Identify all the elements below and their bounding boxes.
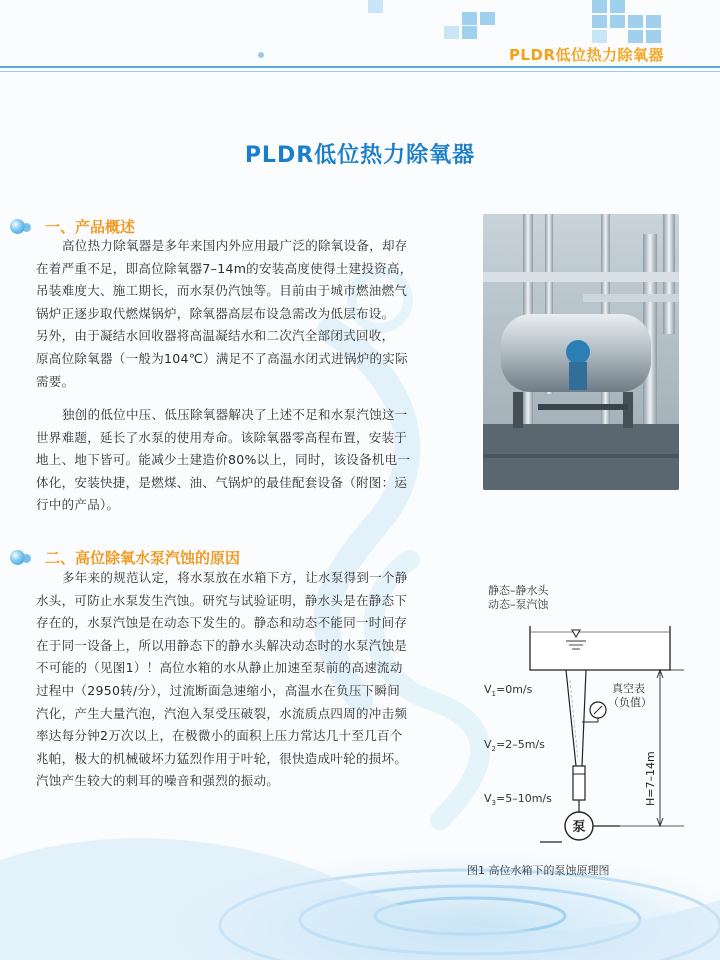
velocity-v1: $V_1=0m/s$ — [484, 683, 533, 698]
pump-symbol — [540, 800, 620, 842]
section-heading-overview — [10, 215, 135, 237]
height-label: H=7–14m — [644, 751, 657, 806]
figure-caption: 图1 高位水箱下的泵蚀原理图 — [467, 864, 610, 877]
gauge-sublabel: （负值） — [608, 696, 652, 709]
header-rule — [0, 66, 720, 68]
overview-paragraph-1: 高位热力除氧器是多年来国内外应用最广泛的除氧设备，却存 在着严重不足，即高位除氧器7–14m的安装高度使得土建投资高， 吊装难度大、施工期长，而水泵仍汽蚀等。目前由于城市燃油燃气 锅炉正逐步取代燃煤锅炉，除氧器高层布设急需改为低层布设。 另外，由于凝结水回收器将高温凝结水和二次汽全部闭式回收， 原高位除氧器（一般为104℃）满足不了高温水闭式进锅炉的实际 需要。 — [36, 238, 413, 389]
section-heading-text: 二、高位除氧水泵汽蚀的原因 — [45, 548, 241, 567]
water-tank — [530, 626, 670, 670]
section-heading-cavitation — [10, 546, 240, 568]
gauge-label: 真空表 — [612, 682, 645, 695]
vacuum-gauge — [582, 681, 652, 722]
section-heading-text: 一、产品概述 — [45, 217, 136, 236]
velocity-v2: $V_2=2-5m/s$ — [484, 738, 545, 753]
product-photo — [483, 214, 679, 490]
cavitation-paragraph: 多年来的规范认定，将水泵放在水箱下方，让水泵得到一个静 水头，可防止水泵发生汽蚀。研究与试验证明，静水头是在静态下 存在的，水泵汽蚀是在动态下发生的。静态和动态不能同一时间存 在于同一设备上，所以用静态下的静水头解决动态时的水泵汽蚀是 不可能的（见图1）！高位水箱的水从静止加速至泵前的高速流动 过程中（2950转/分），过流断面急速缩小，高温水在负压下瞬间 汽化，产生大量汽泡，汽泡入泵受压破裂，水流质点四周的冲击频 率达每分钟2万次以上，在极微小的面积上压力常达几十至几百个 兆帕，极大的机械破坏力猛烈作用于叶轮，很快造成叶轮的损坏。 汽蚀产生较大的刺耳的噪音和强烈的振动。 — [36, 570, 408, 789]
header-title: PLDR低位热力除氧器 — [508, 46, 664, 64]
legend-dynamic: 动态–泵汽蚀 — [488, 598, 549, 611]
bubble-bullet-icon — [10, 550, 25, 565]
pump-label: 泵 — [572, 820, 586, 835]
pump-cavitation-diagram — [470, 580, 690, 860]
header-dot — [258, 52, 264, 58]
overview-paragraph-2: 独创的低位中压、低压除氧器解决了上述不足和水泵汽蚀这一 世界难题，延长了水泵的使用寿命。该除氧器零高程布置，安装于 地上、地下皆可。能减少土建造价80%以上，同时，该设备机电一 体化，安装快捷，是燃煤、油、气锅炉的最佳配套设备（附图：运 行中的产品）。 — [36, 407, 411, 513]
bubble-bullet-icon — [10, 219, 25, 234]
velocity-v3: $V_3=5-10m/s$ — [484, 792, 552, 807]
page-title: PLDR低位热力除氧器 — [244, 143, 476, 168]
down-pipe — [566, 670, 586, 800]
header-rule-thin — [0, 71, 720, 72]
legend-static: 静态–静水头 — [488, 584, 549, 597]
